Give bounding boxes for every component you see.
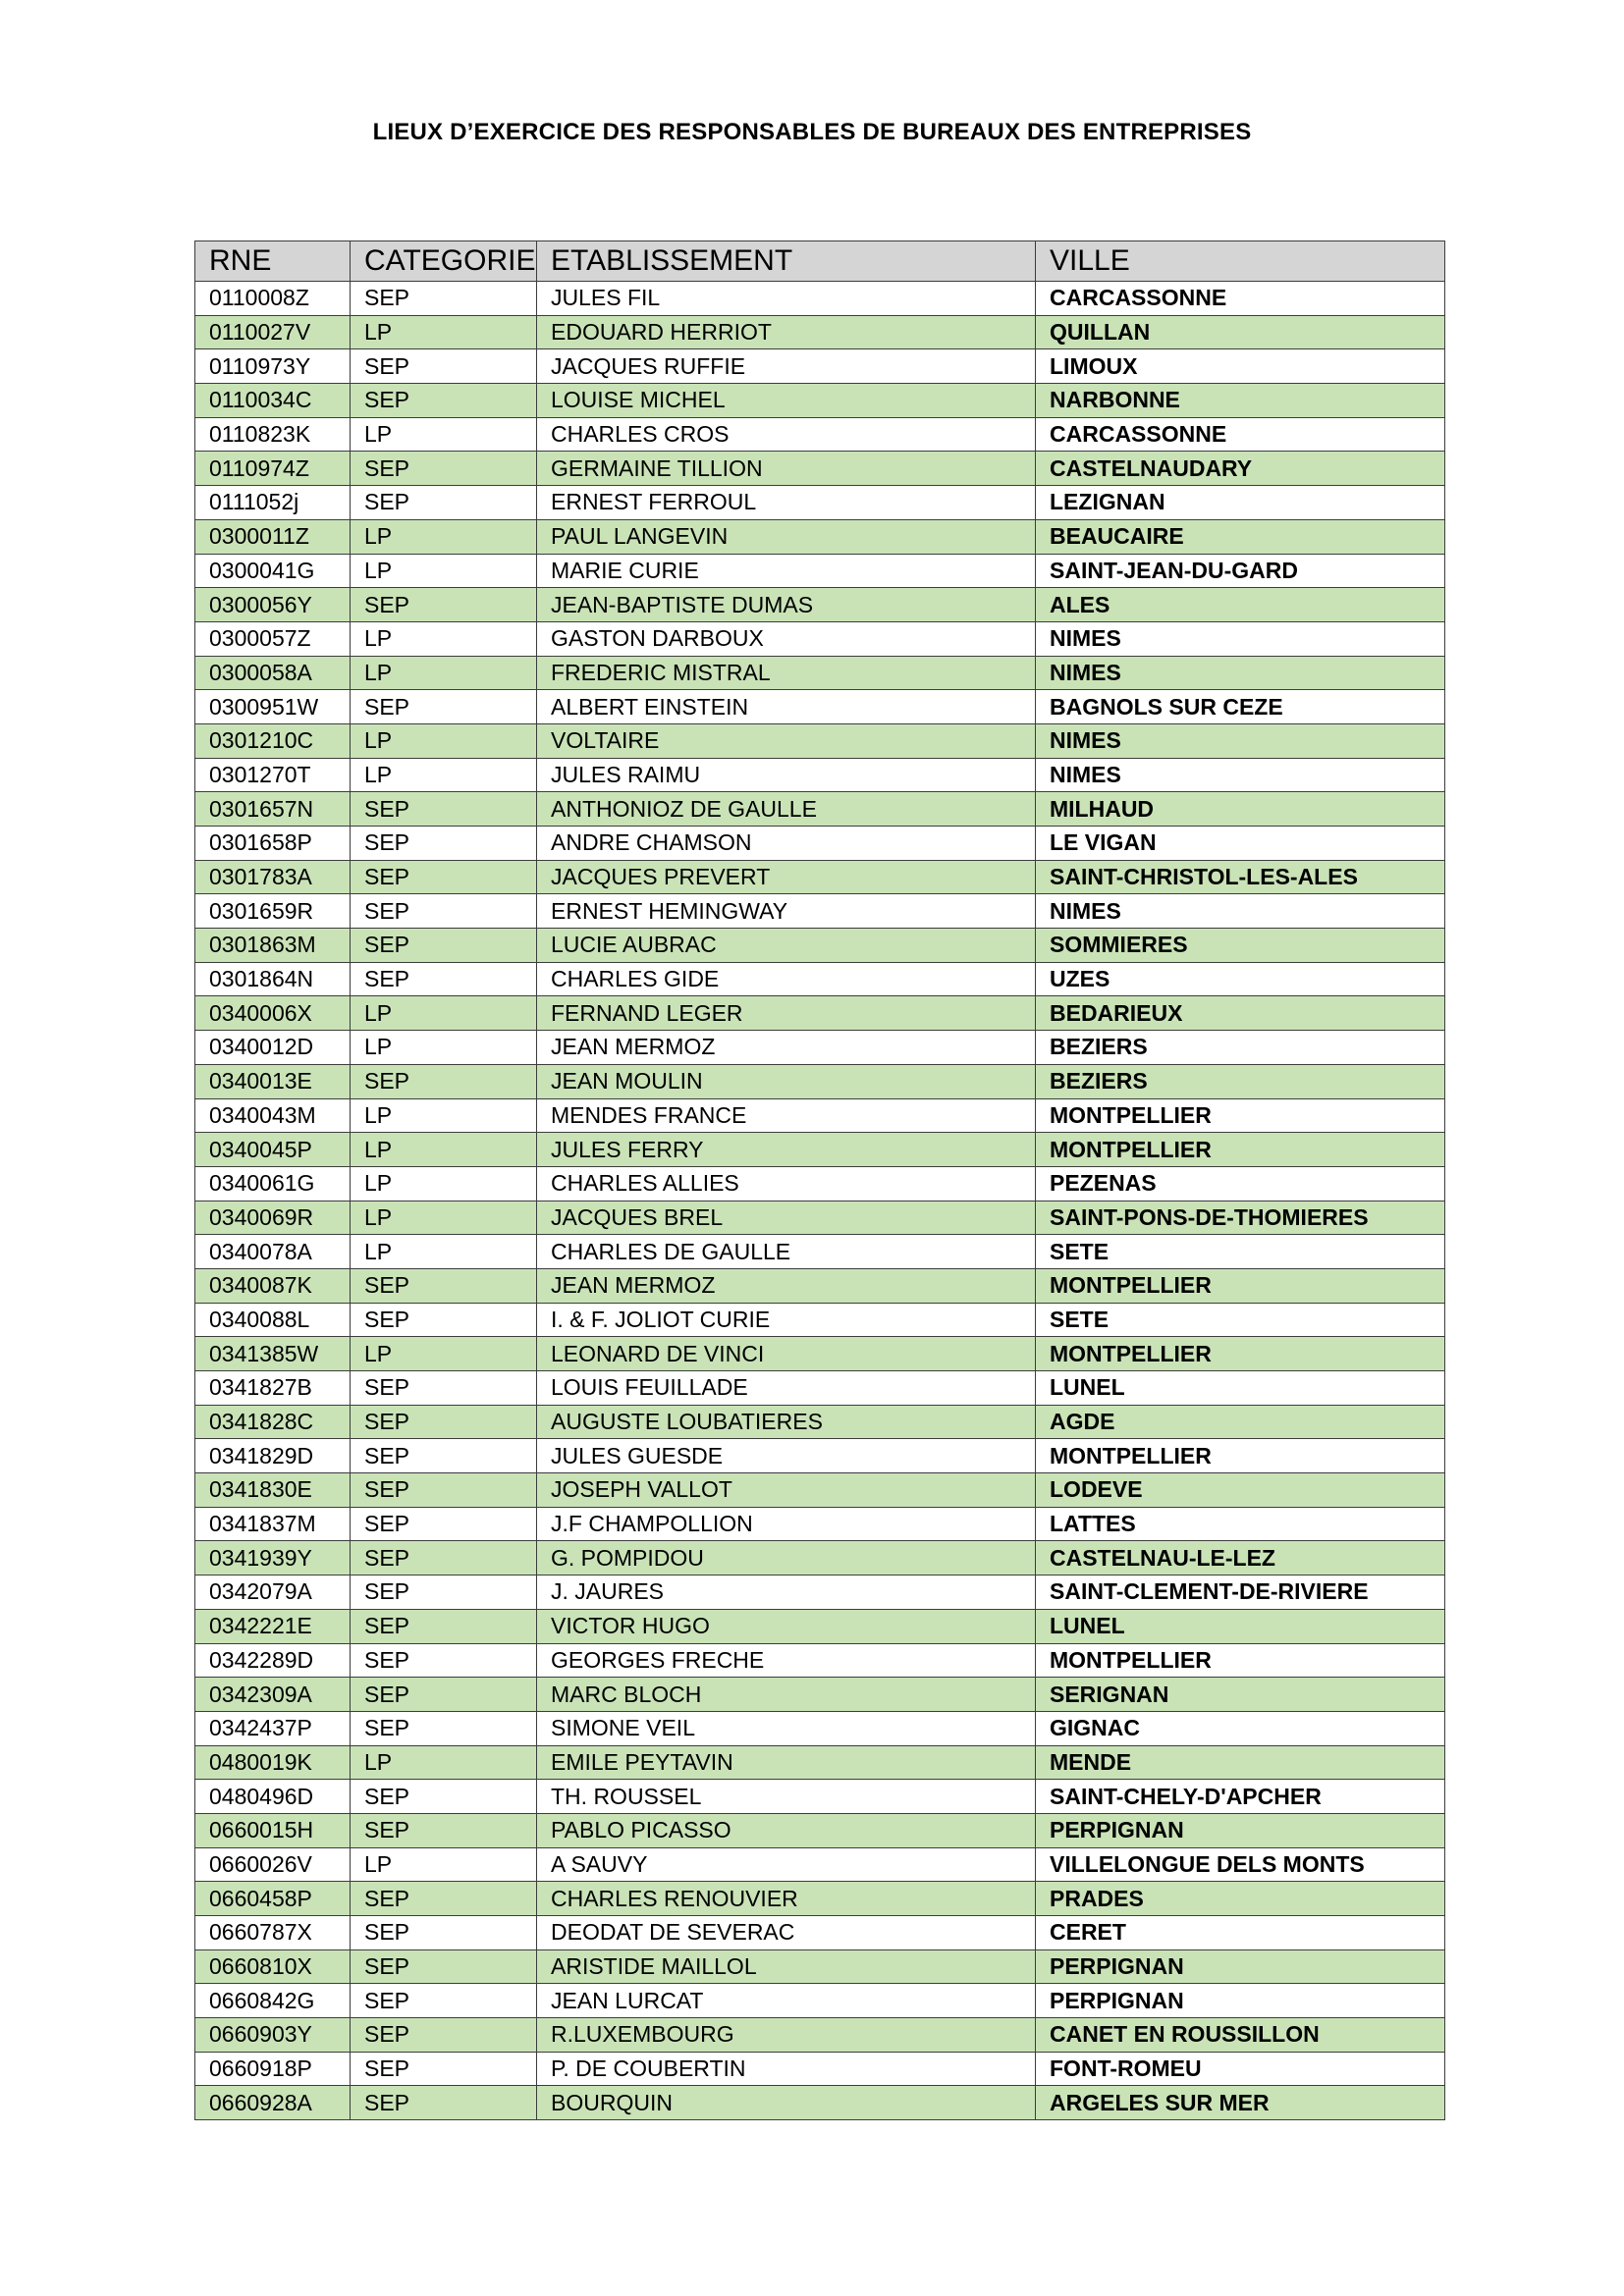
categorie-cell: LP [351,1201,537,1235]
ville-cell: NARBONNE [1036,384,1445,418]
categorie-cell: SEP [351,962,537,996]
categorie-cell: LP [351,656,537,690]
rne-cell: 0660918P [195,2052,351,2086]
rne-cell: 0342221E [195,1609,351,1643]
table-row [195,1268,1445,1303]
etablissement-cell: CHARLES RENOUVIER [537,1882,1036,1916]
column-header-ville: VILLE [1036,241,1445,282]
etablissement-cell: FERNAND LEGER [537,996,1036,1031]
ville-cell: BEAUCAIRE [1036,519,1445,554]
page-title: LIEUX D’EXERCICE DES RESPONSABLES DE BUREAUX DES ENTREPRISES [372,119,1252,145]
categorie-cell: LP [351,1098,537,1133]
categorie-cell: LP [351,621,537,656]
table-row [195,282,1445,316]
categorie-cell: SEP [351,860,537,894]
ville-cell: CASTELNAU-LE-LEZ [1036,1541,1445,1575]
etablissement-cell: CHARLES DE GAULLE [537,1235,1036,1269]
table-row [195,1643,1445,1678]
table-row [195,962,1445,996]
etablissement-cell: JEAN MERMOZ [537,1268,1036,1303]
rne-cell: 0660026V [195,1847,351,1882]
etablissement-cell: ALBERT EINSTEIN [537,690,1036,724]
rne-cell: 0660015H [195,1813,351,1847]
table-row [195,1847,1445,1882]
etablissement-cell: JACQUES RUFFIE [537,349,1036,384]
rne-cell: 0341939Y [195,1541,351,1575]
categorie-cell: SEP [351,1507,537,1541]
table-row [195,1201,1445,1235]
ville-cell: NIMES [1036,621,1445,656]
rne-cell: 0340006X [195,996,351,1031]
ville-cell: SAINT-PONS-DE-THOMIERES [1036,1201,1445,1235]
ville-cell: UZES [1036,962,1445,996]
ville-cell: BAGNOLS SUR CEZE [1036,690,1445,724]
ville-cell: SAINT-CHELY-D'APCHER [1036,1780,1445,1814]
categorie-cell: SEP [351,1643,537,1678]
ville-cell: MILHAUD [1036,792,1445,827]
etablissement-cell: J.F CHAMPOLLION [537,1507,1036,1541]
table-row [195,1235,1445,1269]
column-header-etablissement: ETABLISSEMENT [537,241,1036,282]
categorie-cell: LP [351,315,537,349]
etablissement-cell: CHARLES GIDE [537,962,1036,996]
etablissement-cell: SIMONE VEIL [537,1711,1036,1745]
etablissement-cell: LOUIS FEUILLADE [537,1371,1036,1406]
etablissement-cell: JOSEPH VALLOT [537,1473,1036,1508]
rne-cell: 0342309A [195,1678,351,1712]
etablissement-cell: ARISTIDE MAILLOL [537,1949,1036,1984]
table-row [195,1984,1445,2018]
table-row [195,486,1445,520]
column-header-categorie: CATEGORIE [351,241,537,282]
rne-cell: 0110008Z [195,282,351,316]
ville-cell: SOMMIERES [1036,929,1445,963]
table-row [195,996,1445,1031]
table-row [195,452,1445,486]
etablissement-cell: EDOUARD HERRIOT [537,315,1036,349]
categorie-cell: SEP [351,1439,537,1473]
rne-cell: 0660787X [195,1916,351,1950]
table-row [195,1166,1445,1201]
etablissement-cell: P. DE COUBERTIN [537,2052,1036,2086]
rne-cell: 0340045P [195,1133,351,1167]
rne-cell: 0660903Y [195,2018,351,2053]
ville-cell: AGDE [1036,1405,1445,1439]
table-row [195,1371,1445,1406]
etablissement-cell: LEONARD DE VINCI [537,1337,1036,1371]
ville-cell: MENDE [1036,1745,1445,1780]
table-row [195,723,1445,758]
ville-cell: BEZIERS [1036,1064,1445,1098]
etablissement-cell: G. POMPIDOU [537,1541,1036,1575]
etablissement-cell: ERNEST HEMINGWAY [537,894,1036,929]
etablissement-cell: MENDES FRANCE [537,1098,1036,1133]
table-row [195,690,1445,724]
table-row [195,1813,1445,1847]
categorie-cell: SEP [351,1541,537,1575]
categorie-cell: SEP [351,282,537,316]
ville-cell: MONTPELLIER [1036,1268,1445,1303]
rne-cell: 0340088L [195,1303,351,1337]
establishments-table [194,240,1445,2120]
categorie-cell: SEP [351,792,537,827]
table-row [195,656,1445,690]
table-row [195,827,1445,861]
table-header-row [195,241,1445,282]
table-row [195,1064,1445,1098]
etablissement-cell: JULES FIL [537,282,1036,316]
table-row [195,2086,1445,2120]
rne-cell: 0342079A [195,1575,351,1610]
table-row [195,1882,1445,1916]
rne-cell: 0300011Z [195,519,351,554]
rne-cell: 0660928A [195,2086,351,2120]
table-row [195,1916,1445,1950]
rne-cell: 0341830E [195,1473,351,1508]
ville-cell: GIGNAC [1036,1711,1445,1745]
ville-cell: BEZIERS [1036,1031,1445,1065]
ville-cell: FONT-ROMEU [1036,2052,1445,2086]
rne-cell: 0110974Z [195,452,351,486]
table-row [195,1711,1445,1745]
etablissement-cell: JEAN MOULIN [537,1064,1036,1098]
categorie-cell: LP [351,417,537,452]
rne-cell: 0110823K [195,417,351,452]
rne-cell: 0340061G [195,1166,351,1201]
ville-cell: PERPIGNAN [1036,1949,1445,1984]
rne-cell: 0660842G [195,1984,351,2018]
categorie-cell: LP [351,723,537,758]
rne-cell: 0340043M [195,1098,351,1133]
rne-cell: 0301270T [195,758,351,792]
categorie-cell: SEP [351,1780,537,1814]
etablissement-cell: MARIE CURIE [537,554,1036,588]
rne-cell: 0300058A [195,656,351,690]
ville-cell: LODEVE [1036,1473,1445,1508]
table-row [195,1541,1445,1575]
rne-cell: 0300056Y [195,588,351,622]
table-row [195,1949,1445,1984]
categorie-cell: SEP [351,1303,537,1337]
rne-cell: 0110034C [195,384,351,418]
rne-cell: 0110973Y [195,349,351,384]
categorie-cell: SEP [351,1473,537,1508]
etablissement-cell: JULES FERRY [537,1133,1036,1167]
table-row [195,1337,1445,1371]
ville-cell: SERIGNAN [1036,1678,1445,1712]
categorie-cell: SEP [351,2086,537,2120]
ville-cell: PERPIGNAN [1036,1984,1445,2018]
etablissement-cell: GERMAINE TILLION [537,452,1036,486]
categorie-cell: SEP [351,1916,537,1950]
rne-cell: 0480496D [195,1780,351,1814]
table-row [195,588,1445,622]
ville-cell: LUNEL [1036,1609,1445,1643]
etablissement-cell: PABLO PICASSO [537,1813,1036,1847]
ville-cell: CARCASSONNE [1036,417,1445,452]
rne-cell: 0301864N [195,962,351,996]
ville-cell: QUILLAN [1036,315,1445,349]
etablissement-cell: JACQUES PREVERT [537,860,1036,894]
ville-cell: NIMES [1036,894,1445,929]
etablissement-cell: JEAN LURCAT [537,1984,1036,2018]
etablissement-cell: AUGUSTE LOUBATIERES [537,1405,1036,1439]
etablissement-cell: VOLTAIRE [537,723,1036,758]
rne-cell: 0301210C [195,723,351,758]
categorie-cell: SEP [351,894,537,929]
etablissement-cell: JEAN-BAPTISTE DUMAS [537,588,1036,622]
rne-cell: 0301863M [195,929,351,963]
etablissement-cell: DEODAT DE SEVERAC [537,1916,1036,1950]
etablissement-cell: GASTON DARBOUX [537,621,1036,656]
categorie-cell: LP [351,1337,537,1371]
etablissement-cell: A SAUVY [537,1847,1036,1882]
rne-cell: 0341828C [195,1405,351,1439]
ville-cell: MONTPELLIER [1036,1337,1445,1371]
rne-cell: 0342437P [195,1711,351,1745]
rne-cell: 0340069R [195,1201,351,1235]
ville-cell: SAINT-CHRISTOL-LES-ALES [1036,860,1445,894]
ville-cell: NIMES [1036,656,1445,690]
categorie-cell: SEP [351,1609,537,1643]
etablissement-cell: TH. ROUSSEL [537,1780,1036,1814]
etablissement-cell: EMILE PEYTAVIN [537,1745,1036,1780]
etablissement-cell: MARC BLOCH [537,1678,1036,1712]
rne-cell: 0341827B [195,1371,351,1406]
categorie-cell: SEP [351,1711,537,1745]
ville-cell: SETE [1036,1303,1445,1337]
rne-cell: 0342289D [195,1643,351,1678]
etablissement-cell: CHARLES CROS [537,417,1036,452]
table-row [195,929,1445,963]
categorie-cell: SEP [351,1405,537,1439]
categorie-cell: LP [351,1745,537,1780]
rne-cell: 0340087K [195,1268,351,1303]
rne-cell: 0340078A [195,1235,351,1269]
table-row [195,1745,1445,1780]
table-row [195,519,1445,554]
table-row [195,860,1445,894]
table-row [195,621,1445,656]
ville-cell: CASTELNAUDARY [1036,452,1445,486]
table-row [195,417,1445,452]
categorie-cell: SEP [351,827,537,861]
table-row [195,2052,1445,2086]
table-row [195,554,1445,588]
ville-cell: VILLELONGUE DELS MONTS [1036,1847,1445,1882]
rne-cell: 0111052j [195,486,351,520]
rne-cell: 0341385W [195,1337,351,1371]
categorie-cell: SEP [351,1268,537,1303]
etablissement-cell: JACQUES BREL [537,1201,1036,1235]
categorie-cell: SEP [351,1949,537,1984]
etablissement-cell: GEORGES FRECHE [537,1643,1036,1678]
categorie-cell: SEP [351,1813,537,1847]
ville-cell: SAINT-CLEMENT-DE-RIVIERE [1036,1575,1445,1610]
ville-cell: NIMES [1036,758,1445,792]
categorie-cell: SEP [351,1984,537,2018]
categorie-cell: SEP [351,2052,537,2086]
etablissement-cell: ANDRE CHAMSON [537,827,1036,861]
rne-cell: 0300041G [195,554,351,588]
table-row [195,1473,1445,1508]
rne-cell: 0340013E [195,1064,351,1098]
table-row [195,1098,1445,1133]
ville-cell: LATTES [1036,1507,1445,1541]
etablissement-cell: J. JAURES [537,1575,1036,1610]
rne-cell: 0301658P [195,827,351,861]
categorie-cell: LP [351,758,537,792]
categorie-cell: LP [351,1166,537,1201]
categorie-cell: SEP [351,2018,537,2053]
table-row [195,1609,1445,1643]
rne-cell: 0660810X [195,1949,351,1984]
etablissement-cell: PAUL LANGEVIN [537,519,1036,554]
rne-cell: 0341837M [195,1507,351,1541]
categorie-cell: LP [351,1847,537,1882]
ville-cell: SETE [1036,1235,1445,1269]
ville-cell: LIMOUX [1036,349,1445,384]
ville-cell: MONTPELLIER [1036,1098,1445,1133]
categorie-cell: LP [351,519,537,554]
ville-cell: CANET EN ROUSSILLON [1036,2018,1445,2053]
categorie-cell: SEP [351,588,537,622]
etablissement-cell: FREDERIC MISTRAL [537,656,1036,690]
ville-cell: LEZIGNAN [1036,486,1445,520]
etablissement-cell: ANTHONIOZ DE GAULLE [537,792,1036,827]
rne-cell: 0480019K [195,1745,351,1780]
ville-cell: SAINT-JEAN-DU-GARD [1036,554,1445,588]
categorie-cell: SEP [351,1678,537,1712]
categorie-cell: LP [351,996,537,1031]
etablissement-cell: LUCIE AUBRAC [537,929,1036,963]
rne-cell: 0301659R [195,894,351,929]
ville-cell: ALES [1036,588,1445,622]
ville-cell: NIMES [1036,723,1445,758]
ville-cell: ARGELES SUR MER [1036,2086,1445,2120]
etablissement-cell: BOURQUIN [537,2086,1036,2120]
categorie-cell: LP [351,1031,537,1065]
table-row [195,894,1445,929]
categorie-cell: LP [351,1235,537,1269]
categorie-cell: SEP [351,384,537,418]
etablissement-cell: JULES GUESDE [537,1439,1036,1473]
ville-cell: PERPIGNAN [1036,1813,1445,1847]
table-row [195,792,1445,827]
table-row [195,758,1445,792]
etablissement-cell: CHARLES ALLIES [537,1166,1036,1201]
etablissement-cell: JEAN MERMOZ [537,1031,1036,1065]
table-row [195,1405,1445,1439]
table-row [195,1575,1445,1610]
etablissement-cell: LOUISE MICHEL [537,384,1036,418]
categorie-cell: SEP [351,1064,537,1098]
etablissement-cell: R.LUXEMBOURG [537,2018,1036,2053]
table-row [195,315,1445,349]
ville-cell: MONTPELLIER [1036,1643,1445,1678]
rne-cell: 0301783A [195,860,351,894]
table-body [195,282,1445,2120]
categorie-cell: SEP [351,1371,537,1406]
table-row [195,349,1445,384]
table-row [195,1439,1445,1473]
rne-cell: 0340012D [195,1031,351,1065]
ville-cell: CARCASSONNE [1036,282,1445,316]
rne-cell: 0300951W [195,690,351,724]
rne-cell: 0341829D [195,1439,351,1473]
table-row [195,1678,1445,1712]
categorie-cell: SEP [351,349,537,384]
table-row [195,1507,1445,1541]
rne-cell: 0660458P [195,1882,351,1916]
categorie-cell: SEP [351,690,537,724]
column-header-rne: RNE [195,241,351,282]
etablissement-cell: ERNEST FERROUL [537,486,1036,520]
table-row [195,1031,1445,1065]
categorie-cell: LP [351,554,537,588]
rne-cell: 0110027V [195,315,351,349]
ville-cell: BEDARIEUX [1036,996,1445,1031]
table-row [195,1780,1445,1814]
table-row [195,2018,1445,2053]
ville-cell: CERET [1036,1916,1445,1950]
ville-cell: MONTPELLIER [1036,1133,1445,1167]
table-row [195,384,1445,418]
etablissement-cell: JULES RAIMU [537,758,1036,792]
etablissement-cell: I. & F. JOLIOT CURIE [537,1303,1036,1337]
ville-cell: PRADES [1036,1882,1445,1916]
categorie-cell: SEP [351,452,537,486]
categorie-cell: SEP [351,1575,537,1610]
table-row [195,1303,1445,1337]
etablissement-cell: VICTOR HUGO [537,1609,1036,1643]
categorie-cell: LP [351,1133,537,1167]
table-row [195,1133,1445,1167]
ville-cell: LUNEL [1036,1371,1445,1406]
categorie-cell: SEP [351,929,537,963]
categorie-cell: SEP [351,486,537,520]
rne-cell: 0301657N [195,792,351,827]
ville-cell: MONTPELLIER [1036,1439,1445,1473]
ville-cell: LE VIGAN [1036,827,1445,861]
rne-cell: 0300057Z [195,621,351,656]
categorie-cell: SEP [351,1882,537,1916]
ville-cell: PEZENAS [1036,1166,1445,1201]
